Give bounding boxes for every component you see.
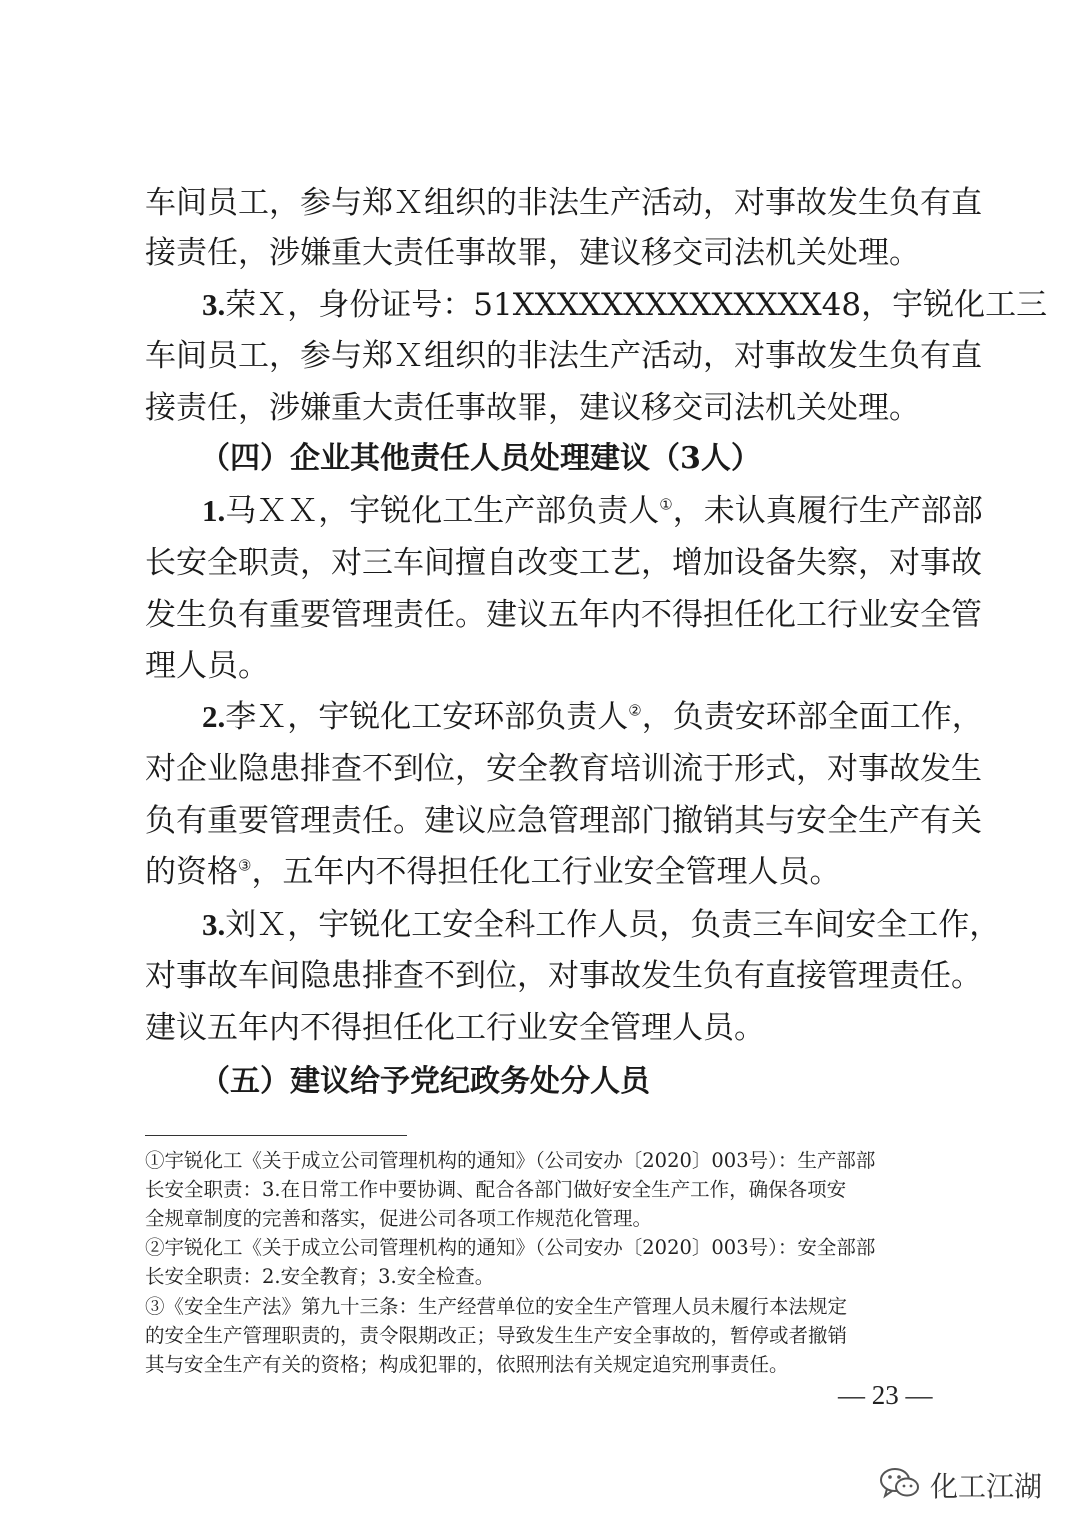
body-line: 长安全职责，对三车间擅自改变工艺，增加设备失察，对事故 (145, 545, 982, 581)
list-item-3 (202, 279, 1047, 331)
body-line: 接责任，涉嫌重大责任事故罪，建议移交司法机关处理。 (145, 390, 920, 426)
watermark (878, 1465, 1042, 1505)
body-text: 刘Ｘ，宇锐化工安全科工作人员，负责三车间安全工作， (225, 907, 1001, 943)
footnote-3-line: 其与安全生产有关的资格；构成犯罪的，依照刑法有关规定追究刑事责任。 (145, 1353, 789, 1376)
footnote-ref-1: ① (659, 495, 673, 514)
footnote-2-line: 长安全职责：2.安全教育；3.安全检查。 (145, 1265, 495, 1288)
body-text: ，未认真履行生产部部 (672, 493, 983, 529)
footnote-1-line: ①宇锐化工《关于成立公司管理机构的通知》（公司安办〔2020〕003号）：生产部部 (145, 1149, 876, 1172)
body-text: ，五年内不得担任化工行业安全管理人员。 (251, 854, 841, 890)
page-number: — 23 — (838, 1380, 933, 1410)
body-text: 荣Ｘ，身份证号：51XXXXXXXXXXXXXX48，宇锐化工三 (225, 287, 1048, 323)
body-line: 理人员。 (145, 648, 269, 684)
body-line: 接责任，涉嫌重大责任事故罪，建议移交司法机关处理。 (145, 235, 920, 271)
footnote-2-line: ②宇锐化工《关于成立公司管理机构的通知》（公司安办〔2020〕003号）：安全部部 (145, 1236, 876, 1259)
item-number: 1. (202, 493, 226, 528)
footnote-ref-2: ② (628, 701, 642, 720)
item-number: 2. (202, 699, 226, 734)
body-text: 马ＸＸ，宇锐化工生产部负责人 (225, 493, 660, 529)
footnote-ref-3: ③ (238, 856, 252, 875)
section-heading-5: （五）建议给予党纪政务处分人员 (200, 1064, 650, 1099)
footnote-1-line: 全规章制度的完善和落实，促进公司各项工作规范化管理。 (145, 1207, 653, 1230)
watermark-text: 化工江湖 (930, 1470, 1043, 1503)
footnote-3-line: 的安全生产管理职责的，责令限期改正；导致发生生产安全事故的，暂停或者撤销 (145, 1324, 848, 1347)
body-text: ，负责安环部全面工作， (641, 699, 983, 735)
body-line: 车间员工，参与郑Ｘ组织的非法生产活动，对事故发生负有直 (145, 185, 982, 221)
section-heading-4: （四）企业其他责任人员处理建议（3人） (200, 441, 761, 476)
body-line (145, 846, 840, 898)
wechat-icon (878, 1465, 922, 1505)
footnote-1-line: 长安全职责：3.在日常工作中要协调、配合各部门做好安全生产工作，确保各项安 (145, 1178, 847, 1201)
body-line: 车间员工，参与郑Ｘ组织的非法生产活动，对事故发生负有直 (145, 338, 982, 374)
list-item-3b (202, 899, 1000, 951)
item-number: 3. (202, 907, 226, 942)
list-item-2 (202, 691, 983, 743)
footnote-divider (145, 1135, 407, 1136)
item-number: 3. (202, 287, 226, 322)
body-line: 发生负有重要管理责任。建议五年内不得担任化工行业安全管 (145, 597, 982, 633)
body-text: 李Ｘ，宇锐化工安环部负责人 (225, 699, 629, 735)
body-line: 建议五年内不得担任化工行业安全管理人员。 (145, 1010, 765, 1046)
body-line: 对事故车间隐患排查不到位，对事故发生负有直接管理责任。 (145, 958, 982, 994)
list-item-1 (202, 485, 983, 537)
body-line: 负有重要管理责任。建议应急管理部门撤销其与安全生产有关 (145, 803, 982, 839)
footnote-3-line: ③《安全生产法》第九十三条：生产经营单位的安全生产管理人员未履行本法规定 (145, 1295, 848, 1318)
body-line: 对企业隐患排查不到位，安全教育培训流于形式，对事故发生 (145, 751, 982, 787)
body-text: 的资格 (145, 854, 238, 890)
